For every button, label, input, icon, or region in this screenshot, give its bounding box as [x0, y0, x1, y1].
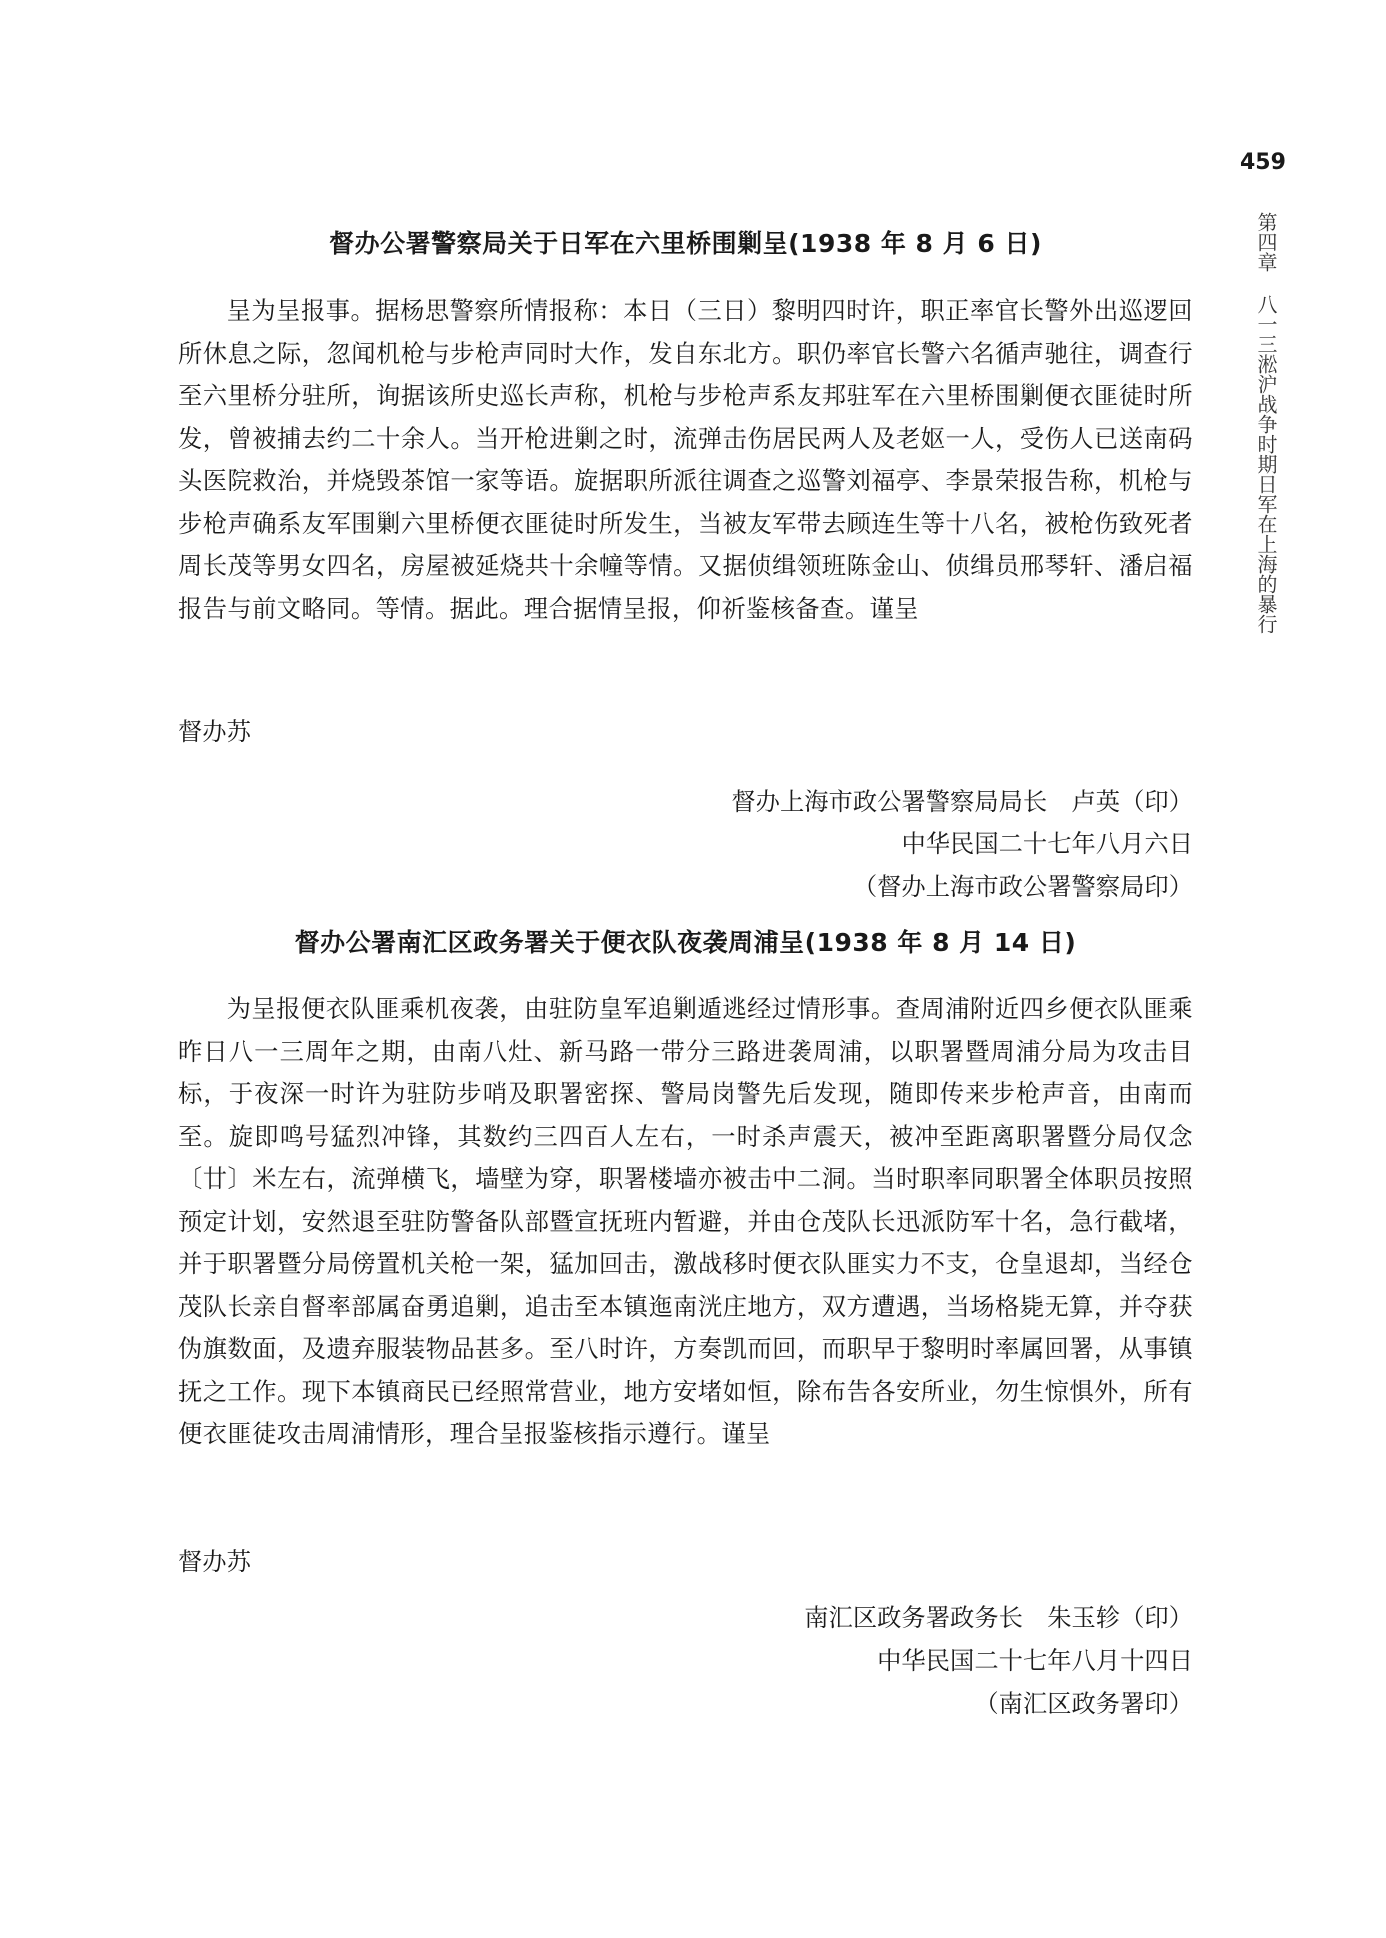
running-header	[1248, 212, 1278, 634]
page-number: 459	[1240, 150, 1286, 175]
running-header-chapter: 第四章	[1254, 212, 1278, 272]
document-1-title: 督办公署警察局关于日军在六里桥围剿呈(1938 年 8 月 6 日)	[329, 229, 1042, 258]
document-2-body: 为呈报便衣队匪乘机夜袭，由驻防皇军追剿遁逃经过情形事。查周浦附近四乡便衣队匪乘昨日八一三周年之期，由南八灶、新马路一带分三路进袭周浦，以职署暨周浦分局为攻击目标，于夜深一时许为驻防步哨及职署密探、警局岗警先后发现，随即传来步枪声音，由南而至。旋即鸣号猛烈冲锋，其数约三四百人左右，一时杀声震天，被冲至距离职署暨分局仅念〔廿〕米左右，流弹横飞，墙壁为穿，职署楼墙亦被击中二洞。当时职率同职署全体职员按照预定计划，安然退至驻防警备队部暨宣抚班内暂避，并由仓茂队长迅派防军十名，急行截堵，并于职署暨分局傍置机关枪一架，猛加回击，激战移时便衣队匪实力不支，仓皇退却，当经仓茂队长亲自督率部属奋勇追剿，追击至本镇迤南洸庄地方，双方遭遇，当场格毙无算，并夺获伪旗数面，及遗弃服装物品甚多。至八时许，方奏凯而回，而职早于黎明时率属回署，从事镇抚之工作。现下本镇商民已经照常营业，地方安堵如恒，除布告各安所业，勿生惊惧外，所有便衣匪徒攻击周浦情形，理合呈报鉴核指示遵行。谨呈	[178, 994, 1193, 1448]
document-2-title: 督办公署南汇区政务署关于便衣队夜袭周浦呈(1938 年 8 月 14 日)	[294, 928, 1077, 957]
document-2-date: 中华民国二十七年八月十四日	[877, 1646, 1193, 1675]
document-1-seal: （督办上海市政公署警察局印）	[852, 872, 1193, 901]
document-1-signature: 督办上海市政公署警察局局长 卢英（印）	[731, 787, 1193, 816]
document-2-signature: 南汇区政务署政务长 朱玉轸（印）	[804, 1603, 1193, 1632]
document-2-seal: （南汇区政务署印）	[974, 1689, 1193, 1718]
document-1-addressee: 督办苏	[178, 717, 251, 746]
document-1-body: 呈为呈报事。据杨思警察所情报称：本日（三日）黎明四时许，职正率官长警外出巡逻回所休息之际，忽闻机枪与步枪声同时大作，发自东北方。职仍率官长警六名循声驰往，调查行至六里桥分驻所，询据该所史巡长声称，机枪与步枪声系友邦驻军在六里桥围剿便衣匪徒时所发，曾被捕去约二十余人。当开枪进剿之时，流弹击伤居民两人及老妪一人，受伤人已送南码头医院救治，并烧毁茶馆一家等语。旋据职所派往调查之巡警刘福亭、李景荣报告称，机枪与步枪声确系友军围剿六里桥便衣匪徒时所发生，当被友军带去顾连生等十八名，被枪伤致死者周长茂等男女四名，房屋被延烧共十余幢等情。又据侦缉领班陈金山、侦缉员邢琴轩、潘启福报告与前文略同。等情。据此。理合据情呈报，仰祈鉴核备查。谨呈	[178, 296, 1193, 623]
running-header-title: 八一三淞沪战争时期日军在上海的暴行	[1254, 294, 1278, 634]
document-2-addressee: 督办苏	[178, 1547, 251, 1576]
document-1-date: 中华民国二十七年八月六日	[901, 829, 1193, 858]
